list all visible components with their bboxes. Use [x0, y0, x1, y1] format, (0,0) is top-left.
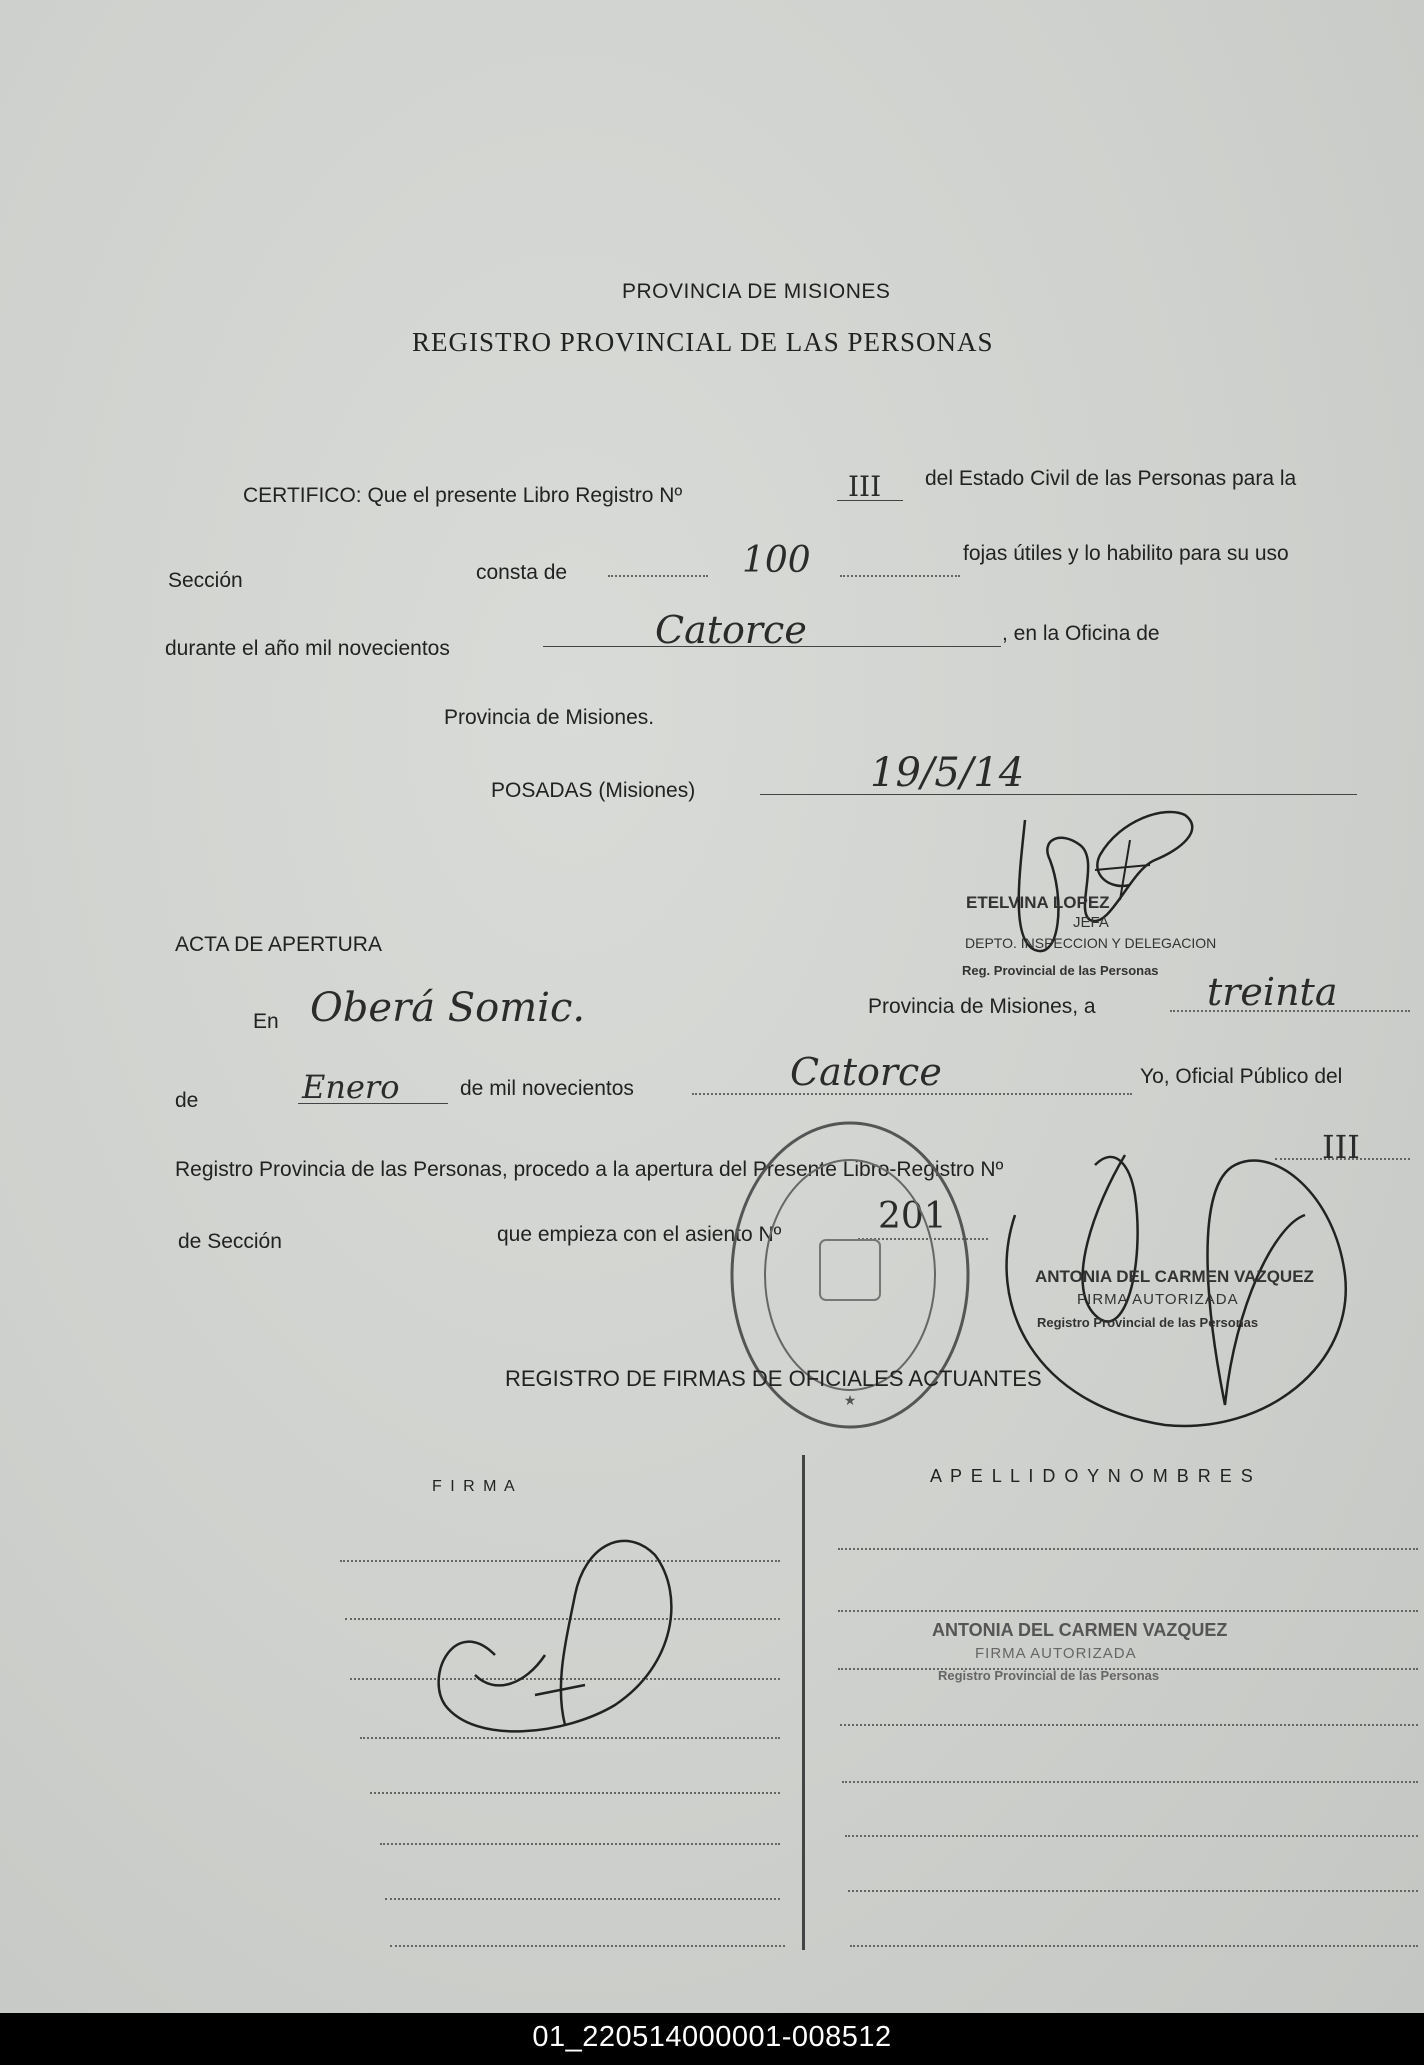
- stamp1-dept: DEPTO. INSPECCION Y DELEGACION: [965, 935, 1217, 951]
- place-label: POSADAS (Misiones): [491, 779, 696, 802]
- firma-row-line: [370, 1792, 780, 1794]
- signature-3: [415, 1535, 695, 1765]
- acta-line3: Registro Provincia de las Personas, procedo a la apertura del Presente Libro-Registro Nº: [175, 1158, 1004, 1181]
- stamp1-org: Reg. Provincial de las Personas: [962, 963, 1159, 978]
- firmas-title: REGISTRO DE FIRMAS DE OFICIALES ACTUANTES: [505, 1366, 1042, 1391]
- acta-province-label: Provincia de Misiones, a: [868, 995, 1096, 1018]
- acta-book-value: III: [1322, 1128, 1360, 1166]
- book-number-value: III: [848, 470, 882, 503]
- apellido-row-line: [838, 1610, 1418, 1612]
- column-divider: [802, 1455, 805, 1950]
- fojas-suffix: fojas útiles y lo habilito para su uso: [963, 542, 1289, 565]
- stamp2-org: Registro Provincial de las Personas: [1037, 1315, 1259, 1330]
- apellido-row-line: [848, 1890, 1418, 1892]
- image-id-label: 01_220514000001-008512: [532, 2021, 892, 2053]
- apellido-row-line: [840, 1724, 1418, 1726]
- acta-asiento-label: que empieza con el asiento Nº: [497, 1223, 782, 1246]
- stamp2-title: FIRMA AUTORIZADA: [1077, 1291, 1239, 1308]
- apellido-row-line: [845, 1835, 1418, 1837]
- apellido-row-line: [838, 1548, 1418, 1550]
- acta-place-value: Oberá Somic.: [310, 985, 586, 1031]
- acta-de-label: de: [175, 1089, 199, 1112]
- seccion-label: Sección: [168, 569, 243, 592]
- certificate-line1-suffix: del Estado Civil de las Personas para la: [925, 467, 1297, 490]
- certificate-line1-prefix: CERTIFICO: Que el presente Libro Registro Nº: [243, 484, 683, 507]
- stamp3-name: ANTONIA DEL CARMEN VAZQUEZ: [932, 1620, 1228, 1640]
- stamp2-name: ANTONIA DEL CARMEN VAZQUEZ: [1035, 1267, 1314, 1286]
- consta-label: consta de: [476, 561, 568, 584]
- acta-en-label: En: [253, 1010, 279, 1033]
- acta-oficial-label: Yo, Oficial Público del: [1140, 1065, 1343, 1088]
- col-firma-header: F I R M A: [432, 1478, 517, 1495]
- header-registry: REGISTRO PROVINCIAL DE LAS PERSONAS: [412, 327, 994, 357]
- acta-mil-label: de mil novecientos: [460, 1077, 634, 1100]
- date-line: [760, 794, 1357, 795]
- acta-seccion-label: de Sección: [178, 1230, 282, 1253]
- col-apellido-header: A P E L L I D O Y N O M B R E S: [930, 1466, 1255, 1486]
- fojas-count-value: 100: [742, 540, 811, 581]
- fojas-leader-right: [840, 575, 960, 577]
- svg-text:★: ★: [843, 1392, 857, 1408]
- stamp1-name: ETELVINA LOPEZ: [966, 893, 1110, 912]
- acta-month-value: Enero: [302, 1068, 400, 1106]
- header-province: PROVINCIA DE MISIONES: [622, 280, 891, 303]
- year-suffix: , en la Oficina de: [1002, 622, 1160, 645]
- date-value: 19/5/14: [870, 750, 1025, 796]
- stamp3-org: Registro Provincial de las Personas: [938, 1668, 1160, 1683]
- stamp1-title: JEFA: [1073, 914, 1109, 931]
- firma-row-line: [390, 1945, 785, 1947]
- acta-asiento-value: 201: [878, 1196, 947, 1237]
- fojas-leader-left: [608, 575, 708, 577]
- acta-title: ACTA DE APERTURA: [175, 933, 382, 956]
- office-text: Provincia de Misiones.: [444, 706, 655, 729]
- apellido-row-line: [842, 1781, 1418, 1783]
- acta-year-value: Catorce: [790, 1050, 942, 1094]
- stamp3-title: FIRMA AUTORIZADA: [975, 1645, 1137, 1662]
- firma-row-line: [380, 1843, 780, 1845]
- acta-day-value: treinta: [1207, 970, 1338, 1014]
- firma-row-line: [385, 1898, 780, 1900]
- year-value: Catorce: [655, 608, 807, 652]
- year-prefix: durante el año mil novecientos: [165, 637, 450, 660]
- apellido-row-line: [850, 1945, 1418, 1947]
